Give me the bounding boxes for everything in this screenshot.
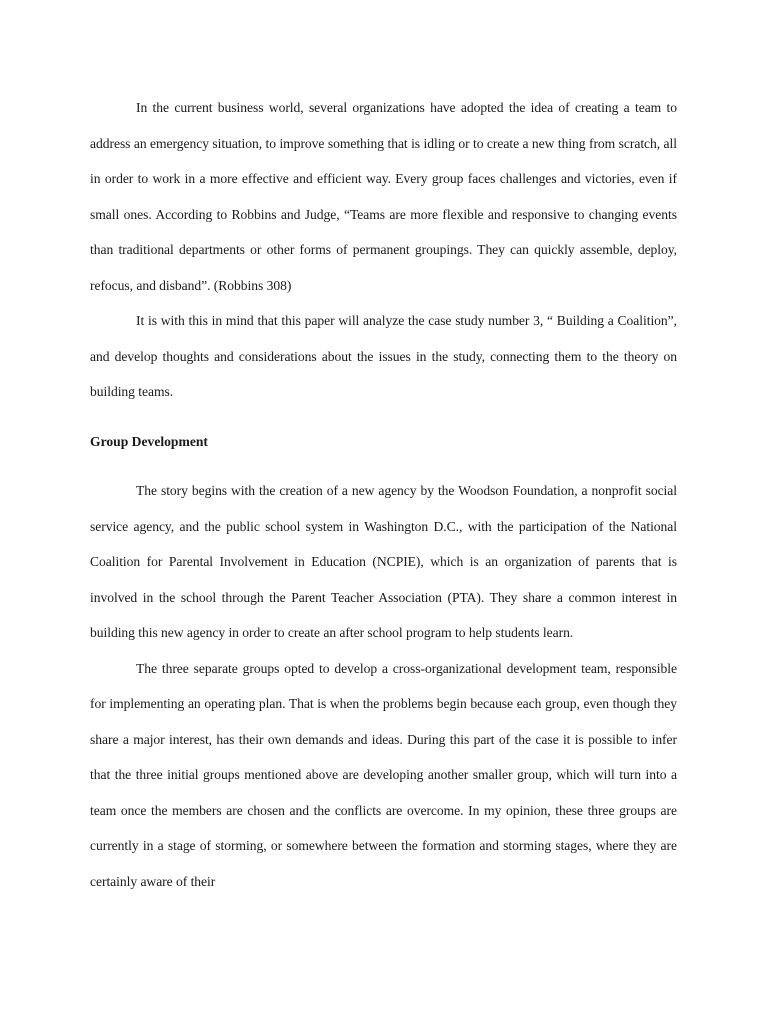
paragraph-section-1: The story begins with the creation of a new agency by the Woodson Foundation, a nonprofit social service agency, and the public school system in Washington D.C., with the participation of the National Coalition for Parental Involvement in Education (NCPIE), which is an organization of parents that is involved in the school through the Parent Teacher Association (PTA). They share a common interest in building this new agency in order to create an after school program to help students learn. [90,483,677,640]
document-body [90,90,677,899]
paragraph-intro-2: It is with this in mind that this paper will analyze the case study number 3, “ Building a Coalition”, and develop thoughts and considerations about the issues in the study, connecting them to the theory on building teams. [90,313,677,399]
section-heading: Group Development [90,433,208,449]
paragraph-intro-1: In the current business world, several organizations have adopted the idea of creating a team to address an emergency situation, to improve something that is idling or to create a new thing from scratch, all in order to work in a more effective and efficient way. Every group faces challenges and victories, even if small ones. According to Robbins and Judge, “Teams are more flexible and responsive to changing events than traditional departments or other forms of permanent groupings. They can quickly assemble, deploy, refocus, and disband”. (Robbins 308) [90,100,677,293]
paragraph-section-2: The three separate groups opted to develop a cross-organizational development team, responsible for implementing an operating plan. That is when the problems begin because each group, even though they share a major interest, has their own demands and ideas. During this part of the case it is possible to infer that the three initial groups mentioned above are developing another smaller group, which will turn into a team once the members are chosen and the conflicts are overcome. In my opinion, these three groups are currently in a stage of storming, or somewhere between the formation and storming stages, where they are certainly aware of their [90,660,677,889]
